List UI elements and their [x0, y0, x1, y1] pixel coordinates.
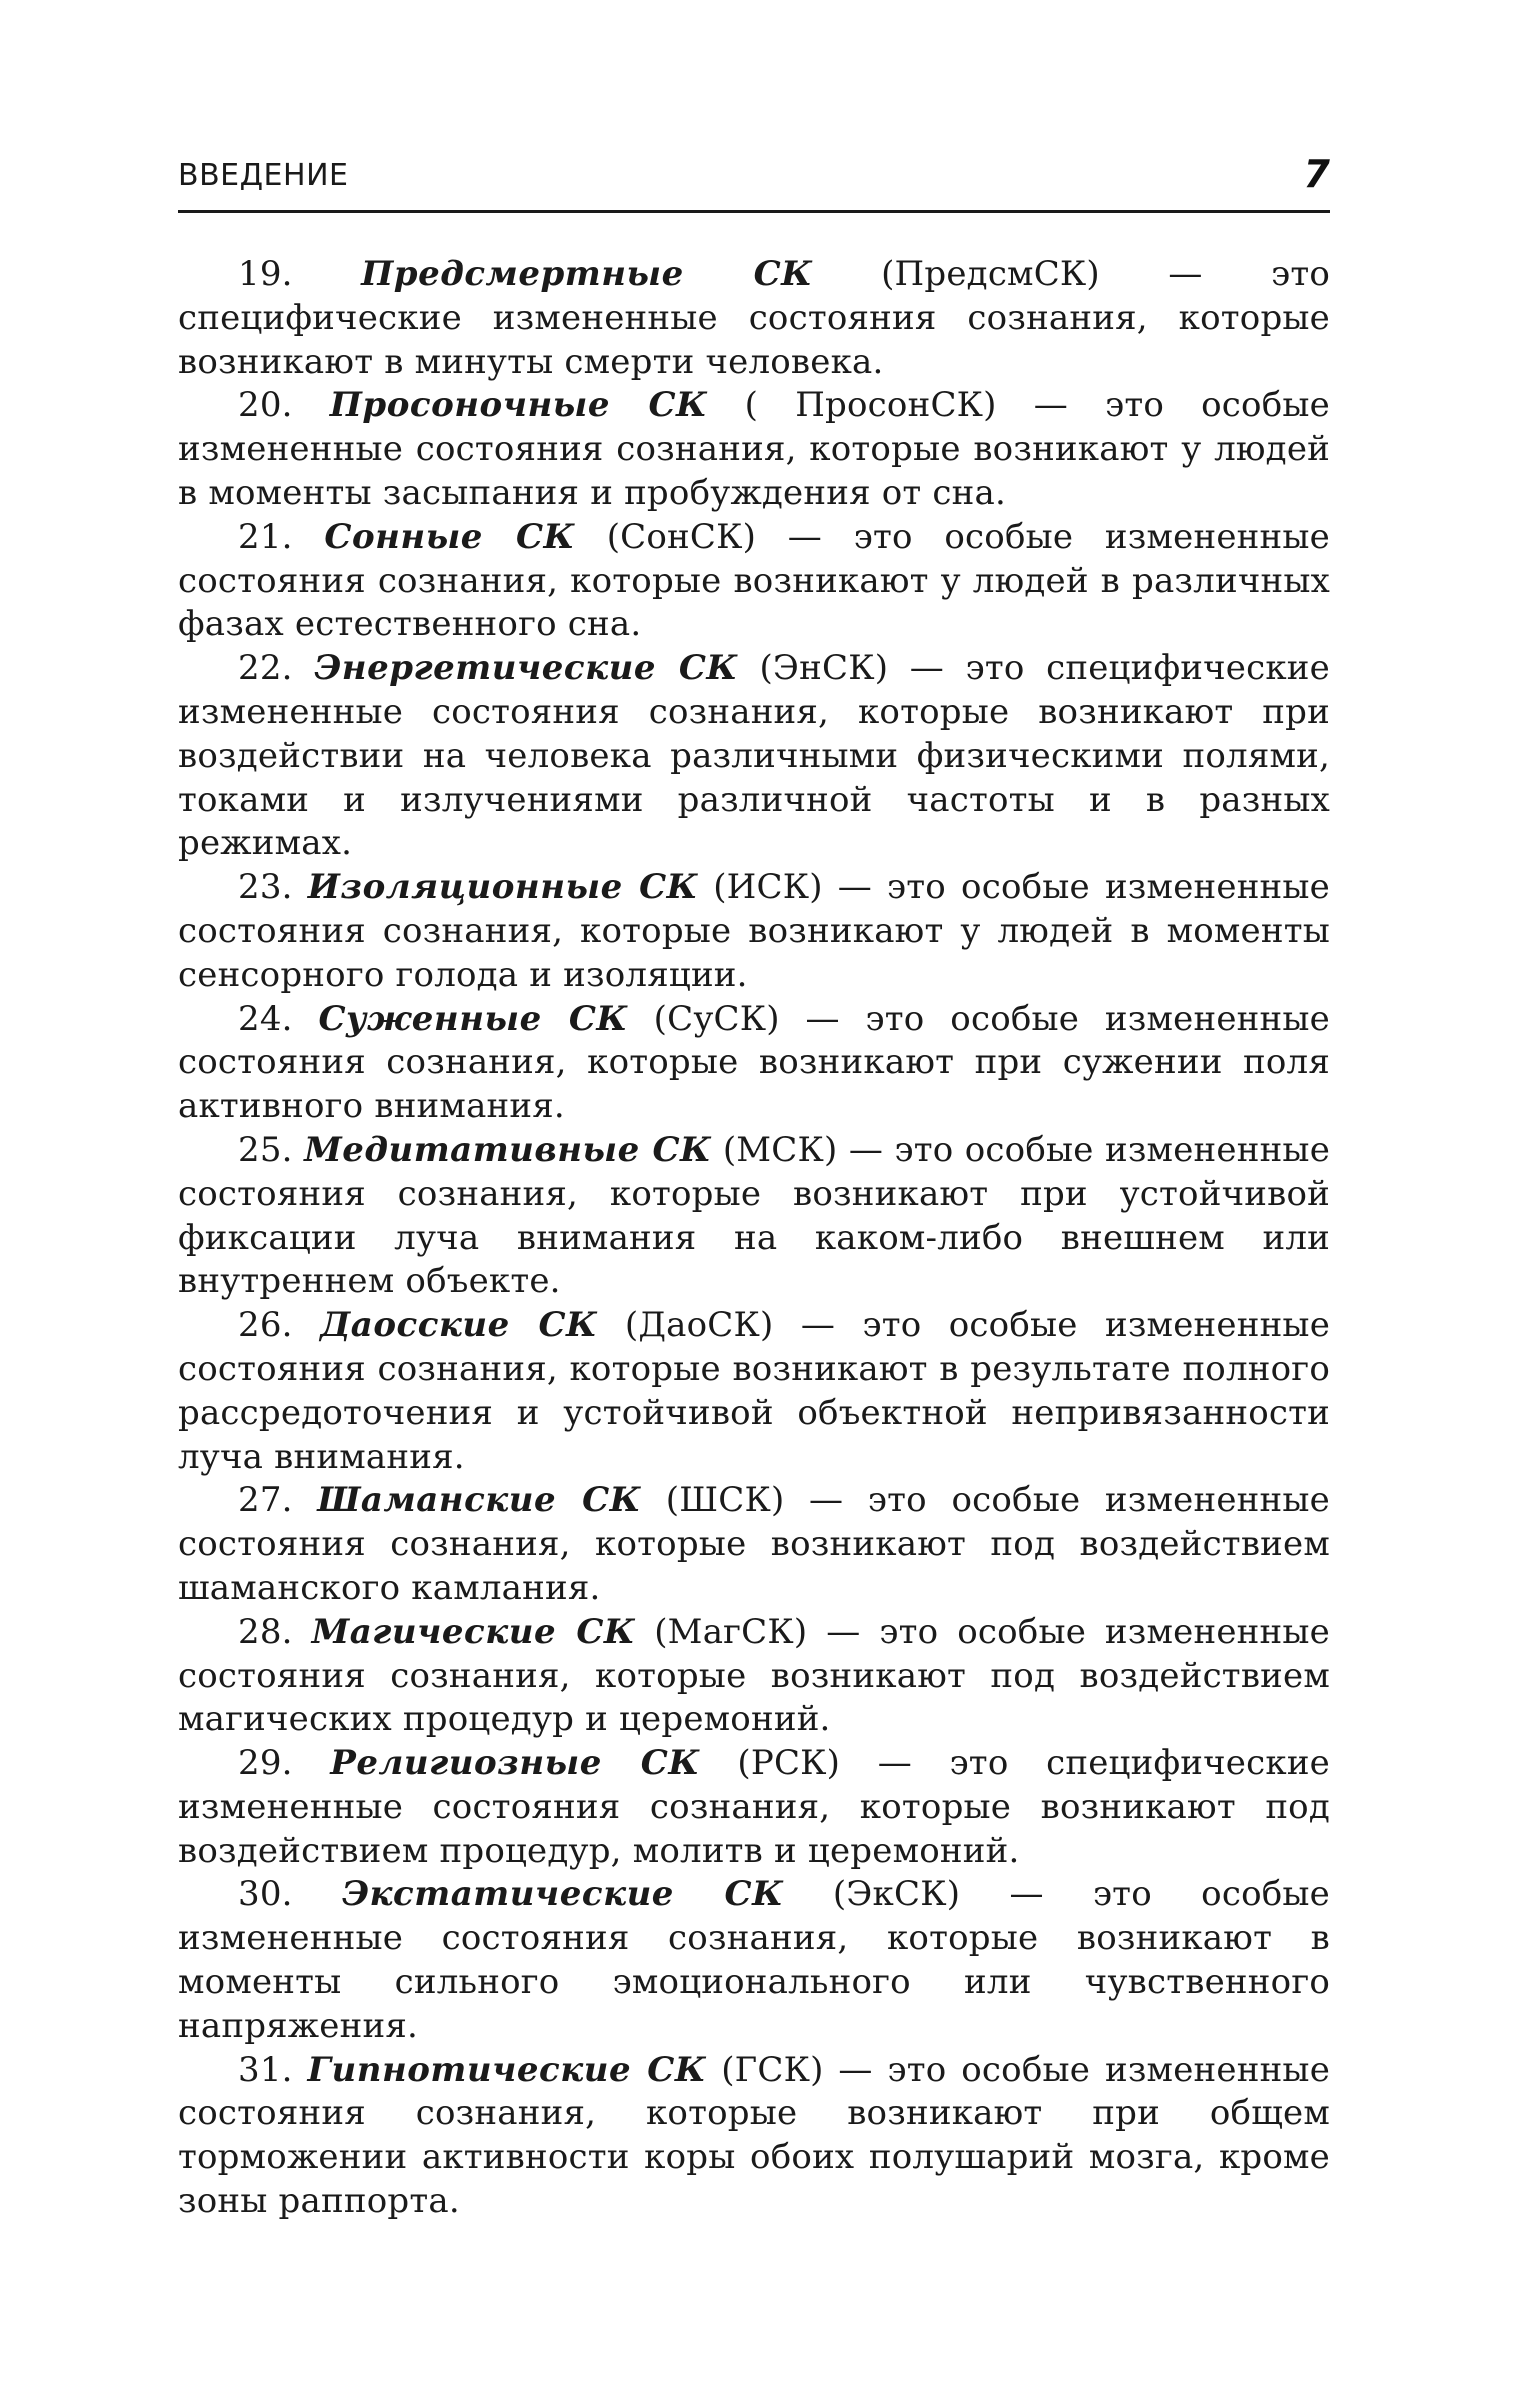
- entry-text: (ШСК) — это особые измененные состояния сознания, которые возникают под воздействием шаманского камлания.: [178, 1480, 1330, 1608]
- entry-number: 23.: [238, 867, 293, 908]
- entry-25: [178, 1129, 1330, 1304]
- entry-term: Религиозные СК: [330, 1743, 700, 1784]
- entry-term: Медитативные СК: [304, 1129, 712, 1170]
- page-number: 7: [1303, 152, 1330, 196]
- entry-text: (ЭнСК) — это специфические измененные состояния сознания, которые возникают при воздействии на человека различными физическими полями, токами и излучениями различной частоты и в разных режимах.: [178, 648, 1330, 864]
- entry-term: Изоляционные СК: [307, 867, 699, 908]
- entry-23: [178, 866, 1330, 997]
- entry-number: 24.: [238, 998, 293, 1039]
- entry-term: Даосские СК: [320, 1305, 598, 1346]
- entry-term: Предсмертные СК: [361, 254, 813, 294]
- entry-number: 27.: [238, 1480, 293, 1521]
- entry-text: (ГСК) — это особые измененные состояния сознания, которые возникают при общем торможении активности коры обоих полушарий мозга, кроме зоны раппорта.: [178, 2049, 1331, 2222]
- entry-text: (МагСК) — это особые измененные состояния сознания, которые возникают под воздействием магических процедур и церемоний.: [178, 1611, 1330, 1740]
- entry-term: Суженные СК: [318, 998, 628, 1039]
- entry-30: [178, 1873, 1330, 2048]
- entry-term: Гипнотические СК: [307, 2049, 707, 2090]
- entry-number: 21.: [238, 516, 293, 557]
- entry-term: Экстатические СК: [341, 1874, 784, 1915]
- entry-number: 22.: [238, 648, 293, 689]
- entry-26: [178, 1304, 1330, 1479]
- entry-text: (МСК) — это особые измененные состояния сознания, которые возникают при устойчивой фиксации луча внимания на каком-либо внешнем или внутреннем объекте.: [178, 1129, 1331, 1302]
- entry-21: [178, 516, 1330, 647]
- entry-number: 20.: [238, 385, 293, 426]
- entry-24: [178, 998, 1330, 1129]
- entry-22: [178, 647, 1330, 866]
- entry-28: [178, 1611, 1330, 1742]
- entry-number: 25.: [238, 1129, 293, 1170]
- entry-term: Магические СК: [311, 1611, 636, 1652]
- entry-number: 28.: [238, 1611, 293, 1652]
- entry-text: (ПредсмСК) — это специфические измененные состояния сознания, которые возникают в минуты смерти человека.: [178, 254, 1330, 382]
- entry-31: [178, 2049, 1330, 2224]
- entry-29: [178, 1742, 1330, 1873]
- entry-number: 19.: [238, 254, 293, 294]
- entry-text: (РСК) — это специфические измененные состояния сознания, которые возникают под воздействием процедур, молитв и церемоний.: [178, 1743, 1331, 1871]
- entry-text: ( ПросонСК) — это особые измененные состояния сознания, которые возникают у людей в моменты засыпания и пробуждения от сна.: [178, 385, 1330, 513]
- section-title: ВВЕДЕНИЕ: [178, 158, 349, 193]
- entry-text: (СонСК) — это особые измененные состояния сознания, которые возникают у людей в различных фазах естественного сна.: [178, 516, 1330, 645]
- entry-text: (ДаоСК) — это особые измененные состояния сознания, которые возникают в результате полного рассредоточения и устойчивой объектной непривязанности луча внимания.: [178, 1305, 1331, 1477]
- entry-term: Шаманские СК: [317, 1480, 642, 1521]
- entry-text: (ЭкСК) — это особые измененные состояния сознания, которые возникают в моменты сильного эмоционального или чувственного напряжения.: [178, 1874, 1330, 2046]
- entry-text: (ИСК) — это особые измененные состояния сознания, которые возникают у людей в моменты сенсорного голода и изоляции.: [178, 867, 1330, 995]
- entry-text: (СуСК) — это особые измененные состояния сознания, которые возникают при сужении поля активного внимания.: [178, 998, 1330, 1127]
- entry-19: [178, 253, 1330, 384]
- page-body: [178, 253, 1330, 2224]
- entry-27: [178, 1479, 1330, 1610]
- entry-term: Сонные СК: [324, 516, 575, 557]
- entry-number: 30.: [238, 1874, 293, 1915]
- entry-number: 31.: [238, 2049, 293, 2090]
- running-head: [178, 150, 1330, 213]
- entry-term: Энергетические СК: [314, 648, 738, 689]
- entry-number: 29.: [238, 1743, 293, 1784]
- entry-term: Просоночные СК: [329, 385, 708, 426]
- entry-number: 26.: [238, 1305, 293, 1346]
- entry-20: [178, 384, 1330, 515]
- book-page: [178, 150, 1330, 2224]
